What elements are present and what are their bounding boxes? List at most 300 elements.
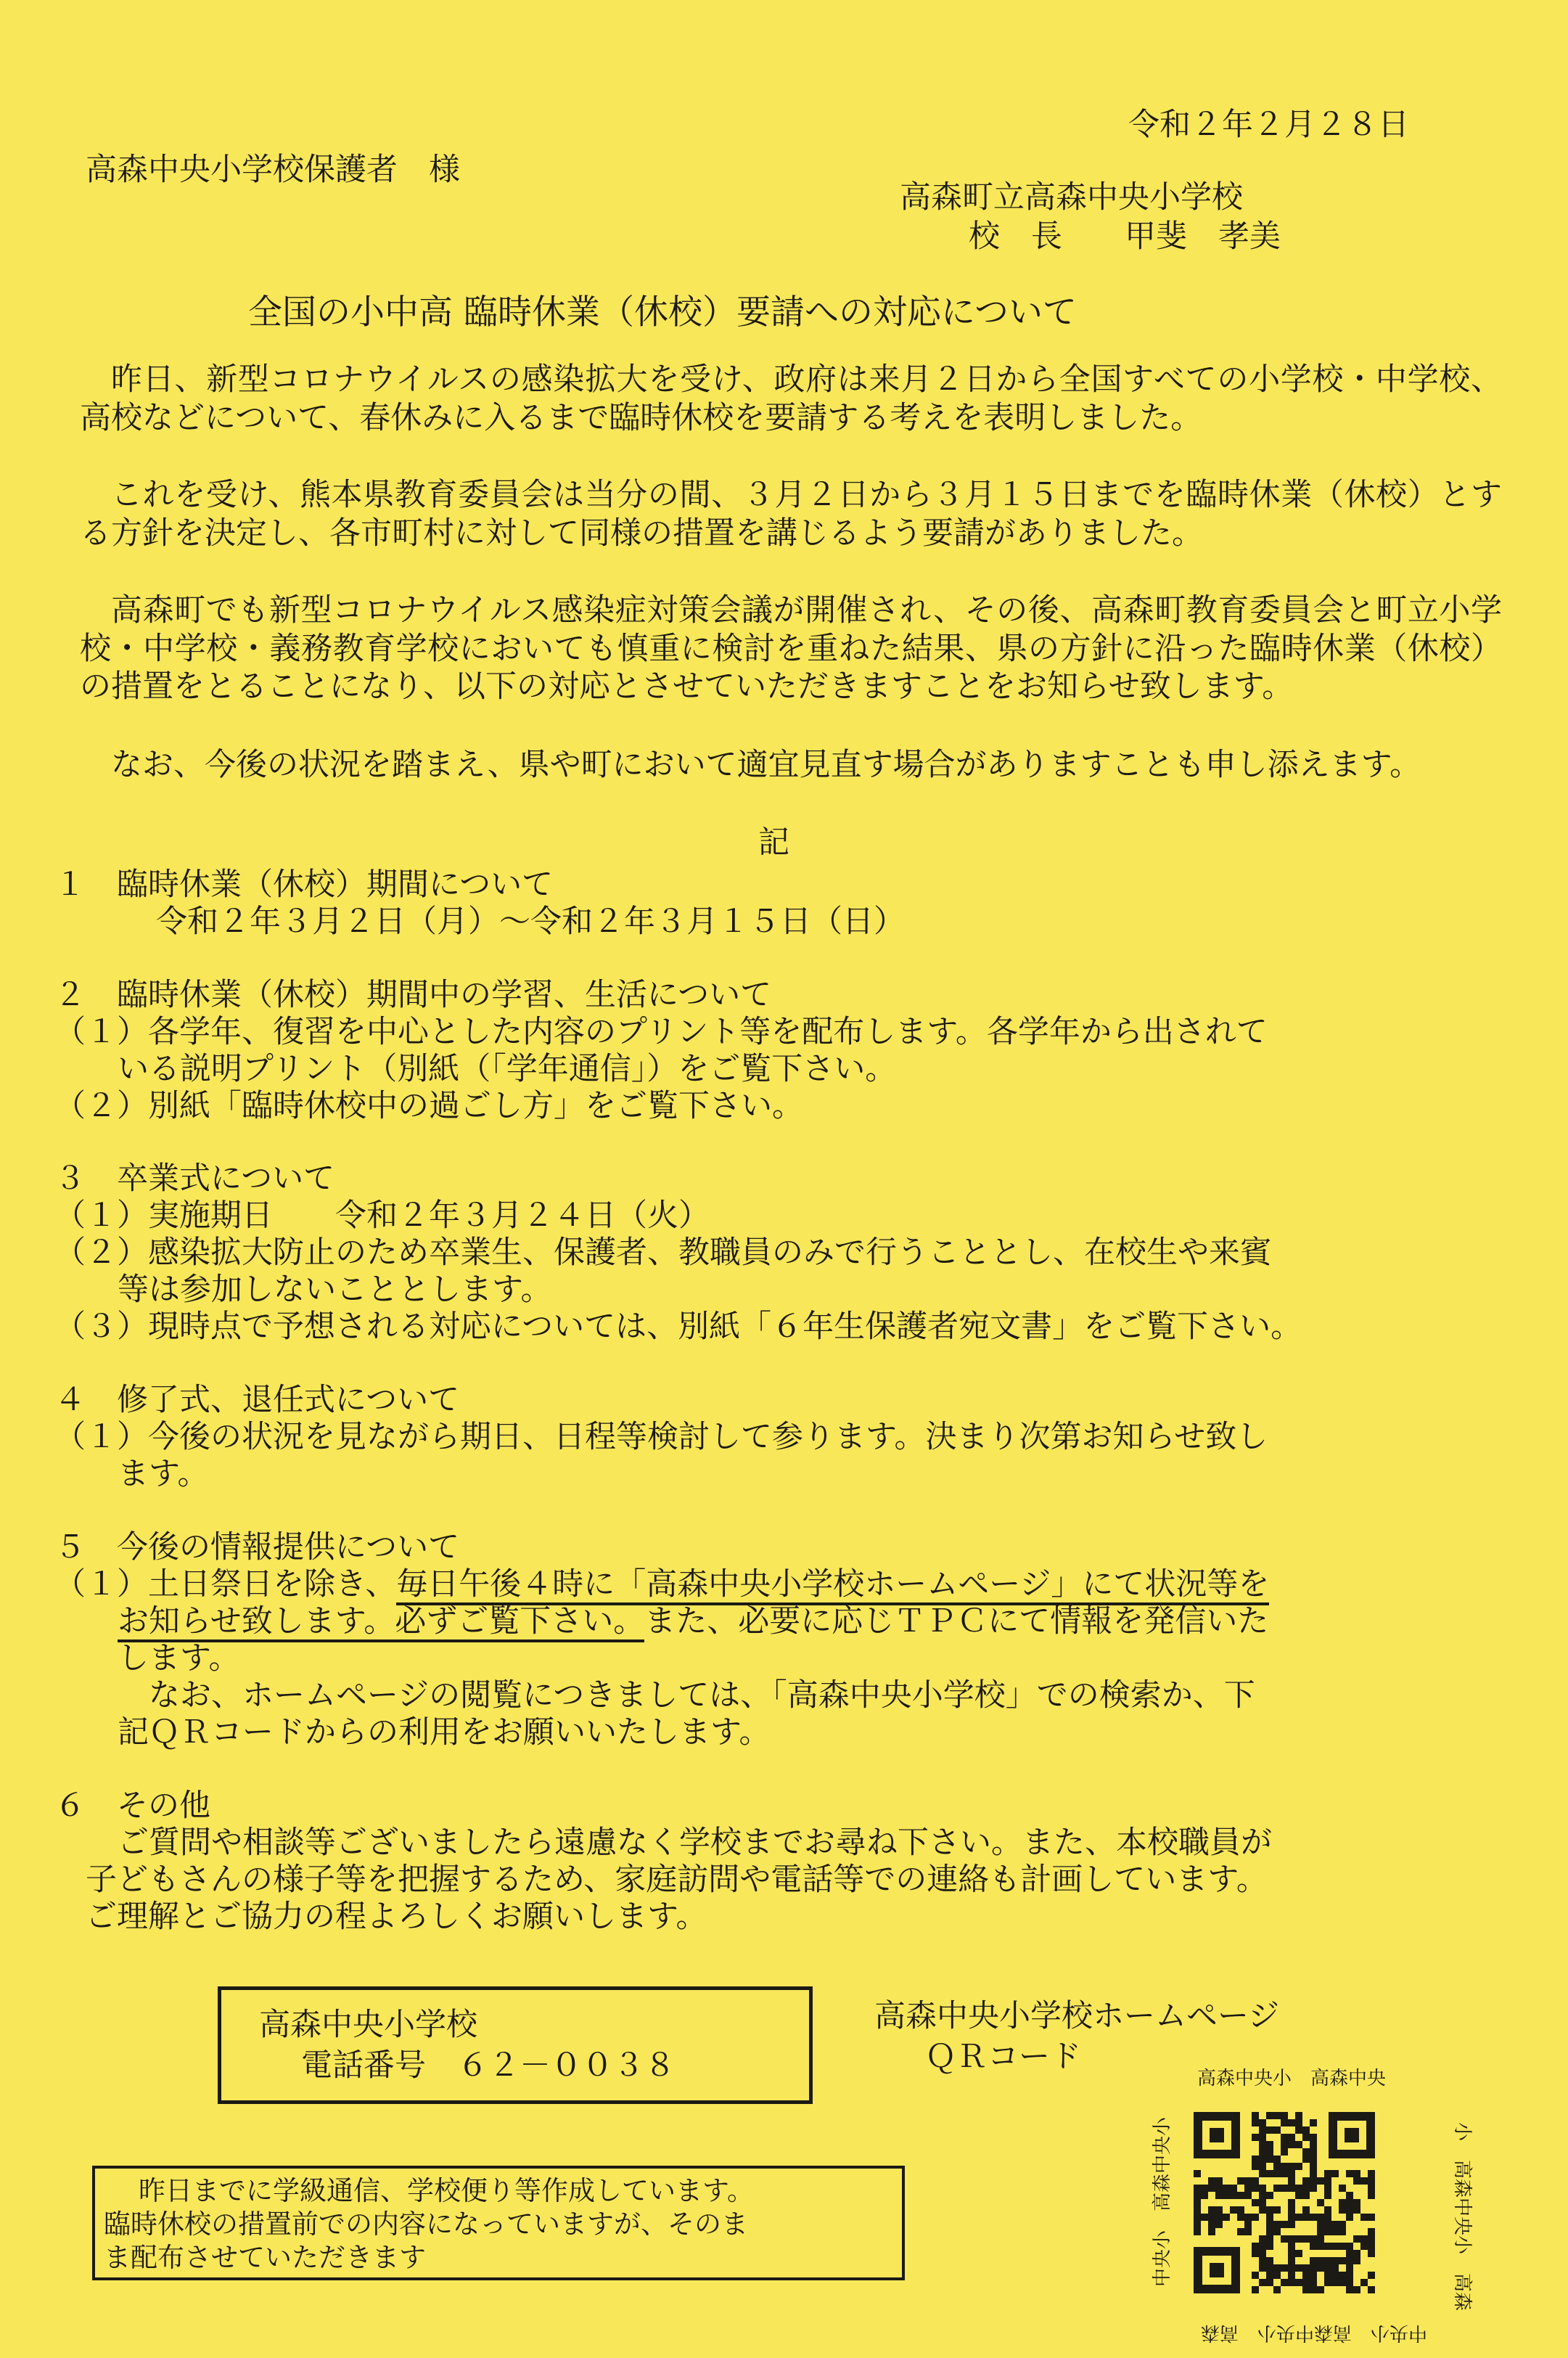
qr-module [1368,2214,1375,2221]
qr-stamp-bottom: 中央小 高森中央小 高森 [1201,2322,1428,2343]
qr-module [1295,2235,1302,2243]
qr-module [1273,2206,1281,2214]
qr-module [1244,2228,1252,2235]
qr-module [1288,2264,1295,2272]
qr-module [1215,2177,1223,2185]
qr-module [1295,2192,1302,2199]
qr-module [1208,2185,1215,2192]
qr-module [1339,2243,1346,2250]
qr-stamp-top: 高森中央小 高森中央 [1197,2068,1387,2089]
qr-module [1310,2214,1317,2221]
qr-module [1252,2163,1259,2170]
section-3-item-2-line-2: 等は参加しないこととします。 [118,1272,552,1308]
qr-module [1331,2243,1339,2250]
qr-module [1259,2199,1266,2206]
qr-module [1266,2228,1273,2235]
qr-module [1288,2185,1295,2192]
qr-module [1194,2214,1201,2221]
qr-module [1295,2163,1302,2170]
qr-module [1317,2221,1324,2228]
qr-module [1252,2119,1259,2126]
qr-module [1281,2185,1288,2192]
sender-principal: 校 長 甲斐 孝美 [969,218,1281,255]
qr-module [1194,2221,1201,2228]
qr-stamp-left: 中央小 高森中央小 [1152,2116,1174,2288]
qr-module [1302,2177,1310,2185]
qr-module [1288,2221,1295,2228]
qr-module [1259,2156,1266,2163]
qr-module [1266,2206,1273,2214]
section-3-item-3: （３）現時点で予想される対応については、別紙「６年生保護者宛文書」をご覧下さい。 [54,1309,1302,1345]
qr-module [1237,2192,1244,2199]
qr-module [1302,2206,1310,2214]
qr-module [1331,2272,1339,2279]
qr-module [1266,2235,1273,2243]
qr-module [1208,2228,1215,2235]
section-5-line-3: します。 [118,1640,240,1677]
qr-module [1339,2199,1346,2206]
qr-module [1346,2286,1353,2293]
qr-module [1223,2185,1230,2192]
qr-module [1339,2206,1346,2214]
qr-module [1360,2235,1368,2243]
qr-module [1281,2163,1288,2170]
qr-module [1259,2170,1266,2177]
qr-module [1288,2206,1295,2214]
qr-module [1252,2134,1259,2141]
qr-module [1346,2192,1353,2199]
qr-module [1194,2185,1201,2192]
qr-module [1266,2214,1273,2221]
qr-module [1259,2264,1266,2272]
section-5-line-2-tail: また、必要に応じＴＰＣにて情報を発信いた [644,1603,1269,1639]
qr-module [1259,2134,1266,2141]
qr-module [1368,2235,1375,2243]
qr-module [1353,2286,1360,2293]
qr-module [1310,2185,1317,2192]
section-6-line-1: ご質問や相談等ございましたら遠慮なく学校までお尋ね下さい。また、本校職員が [118,1825,1272,1861]
qr-module [1259,2185,1266,2192]
notice-line-3: ま配布させていただきます [104,2242,426,2273]
qr-module [1194,2192,1201,2199]
qr-module [1324,2206,1331,2214]
qr-module [1288,2257,1295,2264]
qr-module [1266,2257,1273,2264]
qr-module [1201,2185,1208,2192]
section-6-line-3: ご理解とご協力の程よろしくお願いします。 [86,1899,707,1935]
qr-module [1288,2250,1295,2257]
section-4-item-1-line-1: （１）今後の状況を見ながら期日、日程等検討して参ります。決まり次第お知らせ致し [54,1419,1268,1455]
qr-module [1252,2199,1259,2206]
qr-module [1266,2272,1273,2279]
qr-module [1331,2170,1339,2177]
qr-module [1302,2235,1310,2243]
qr-module [1331,2221,1339,2228]
qr-module [1302,2264,1310,2272]
qr-module [1295,2250,1302,2257]
section-2-item-1-line-2: いる説明プリント（別紙（「学年通信」）をご覧下さい。 [118,1051,897,1087]
qr-module [1208,2221,1215,2228]
qr-module [1346,2257,1353,2264]
qr-module [1310,2163,1317,2170]
qr-module [1201,2192,1208,2199]
qr-module [1324,2221,1331,2228]
qr-module [1259,2250,1266,2257]
qr-module [1266,2148,1273,2156]
qr-module [1273,2272,1281,2279]
qr-module [1324,2279,1331,2286]
qr-module [1324,2214,1331,2221]
qr-module [1302,2148,1310,2156]
qr-module [1324,2170,1331,2177]
qr-module [1223,2214,1230,2221]
section-2-item-1-line-1: （１）各学年、復習を中心とした内容のプリント等を配布します。各学年から出されて [54,1014,1268,1050]
qr-module [1346,2199,1353,2206]
section-5-line-4: なお、ホームページの閲覧につきましては、「高森中央小学校」での検索か、下 [149,1677,1255,1714]
qr-module [1310,2119,1317,2126]
qr-module [1273,2264,1281,2272]
qr-module [1302,2134,1310,2141]
qr-module [1273,2156,1281,2163]
qr-module [1215,2221,1223,2228]
qr-module [1281,2221,1288,2228]
page-title: 全国の小中高 臨時休業（休校）要請への対応について [248,292,1077,332]
section-5-line-5: 記ＱＲコードからの利用をお願いいたします。 [118,1714,771,1751]
qr-module [1368,2192,1375,2199]
qr-label: ＱＲコード [925,2039,1081,2075]
qr-module [1310,2141,1317,2148]
qr-module [1237,2177,1244,2185]
qr-module [1310,2257,1317,2264]
qr-module [1201,2214,1208,2221]
qr-code[interactable] [1128,2054,1474,2351]
qr-module [1331,2264,1339,2272]
qr-module [1237,2228,1244,2235]
qr-module [1368,2286,1375,2293]
qr-module [1324,2177,1331,2185]
section-3-item-2-line-1: （２）感染拡大防止のため卒業生、保護者、教職員のみで行うこととし、在校生や来賓 [54,1235,1271,1271]
ki-marker: 記 [758,824,789,861]
qr-module [1302,2156,1310,2163]
qr-module [1215,2214,1223,2221]
qr-module [1288,2272,1295,2279]
qr-module [1302,2185,1310,2192]
qr-module [1273,2112,1281,2119]
qr-module [1266,2112,1273,2119]
qr-module [1324,2192,1331,2199]
qr-module [1252,2185,1259,2192]
qr-module [1266,2170,1273,2177]
qr-module [1353,2257,1360,2264]
qr-module [1273,2163,1281,2170]
qr-module [1281,2112,1288,2119]
qr-module [1310,2243,1317,2250]
section-3-heading: ３ 卒業式について [54,1160,335,1197]
qr-module [1317,2235,1324,2243]
qr-module [1331,2257,1339,2264]
qr-module [1346,2279,1353,2286]
qr-module [1331,2228,1339,2235]
section-5-line-1 [54,1565,1269,1603]
qr-module [1302,2272,1310,2279]
qr-module [1331,2279,1339,2286]
qr-module [1353,2250,1360,2257]
qr-module [1317,2177,1324,2185]
qr-module [1273,2286,1281,2293]
document-date: 令和２年２月２８日 [1128,107,1409,143]
qr-module [1252,2112,1259,2119]
qr-module [1259,2119,1266,2126]
qr-module [1281,2134,1288,2141]
qr-module [1310,2134,1317,2141]
qr-module [1360,2214,1368,2221]
qr-module [1368,2185,1375,2192]
notice-line-2: 臨時休校の措置前での内容になっていますが、そのま [104,2208,748,2240]
qr-module [1288,2177,1295,2185]
qr-module [1230,2192,1237,2199]
section-6-heading: ６ その他 [54,1788,210,1824]
qr-module [1360,2177,1368,2185]
qr-module [1339,2272,1346,2279]
qr-module [1368,2170,1375,2177]
qr-module [1368,2243,1375,2250]
section-5-heading: ５ 今後の情報提供について [54,1529,460,1565]
qr-module [1346,2264,1353,2272]
sender-school: 高森町立高森中央小学校 [900,179,1243,216]
qr-module [1215,2206,1223,2214]
qr-finder-bottom-left [1194,2247,1240,2293]
notice-line-1: 昨日までに学級通信、学校便り等作成しています。 [139,2175,755,2206]
qr-module [1273,2170,1281,2177]
qr-module [1259,2126,1266,2134]
qr-module [1230,2185,1237,2192]
qr-module [1252,2250,1259,2257]
qr-module [1259,2192,1266,2199]
qr-module [1353,2206,1360,2214]
qr-module [1295,2112,1302,2119]
homepage-label: 高森中央小学校ホームページ [874,1998,1280,2034]
qr-module [1252,2214,1259,2221]
qr-finder-top-right [1329,2112,1375,2158]
qr-module [1252,2286,1259,2293]
qr-module [1288,2163,1295,2170]
section-5-line-1-lead: （１）土日祭日を除き、 [54,1566,397,1602]
qr-module [1346,2206,1353,2214]
qr-module [1266,2156,1273,2163]
qr-module [1259,2235,1266,2243]
qr-module [1302,2126,1310,2134]
qr-module [1310,2177,1317,2185]
qr-module [1252,2243,1259,2250]
qr-module [1244,2214,1252,2221]
qr-module [1252,2177,1259,2185]
qr-module [1353,2235,1360,2243]
section-1-heading: １ 臨時休業（休校）期間について [54,867,554,903]
qr-module [1252,2272,1259,2279]
qr-module [1237,2206,1244,2214]
section-4-item-1-line-2: ます。 [118,1456,209,1492]
qr-stamp-right: 小 高森中央小 高森 [1451,2121,1474,2312]
qr-module [1244,2185,1252,2192]
qr-module [1194,2228,1201,2235]
qr-module [1368,2177,1375,2185]
qr-module [1346,2214,1353,2221]
qr-module [1288,2134,1295,2141]
intro-paragraph-2: これを受け、熊本県教育委員会は当分の間、３月２日から３月１５日までを臨時休業（休校）とする方針を決定し、各市町村に対して同様の措置を講じるよう要請がありました。 [80,477,1502,552]
qr-module [1295,2141,1302,2148]
contact-box [218,1986,813,2104]
qr-module [1310,2148,1317,2156]
qr-module [1295,2126,1302,2134]
qr-module [1288,2119,1295,2126]
qr-module [1215,2192,1223,2199]
section-1-period: 令和２年３月２日（月）～令和２年３月１５日（日） [156,904,905,940]
intro-paragraph-4: なお、今後の状況を踏まえ、県や町において適宜見直す場合がありますことも申し添えます。 [111,747,1421,783]
qr-module [1259,2279,1266,2286]
qr-module [1295,2185,1302,2192]
qr-module [1266,2264,1273,2272]
qr-module [1324,2257,1331,2264]
contact-school-name: 高森中央小学校 [259,2007,477,2043]
qr-module [1288,2170,1295,2177]
qr-module [1317,2286,1324,2293]
qr-module [1281,2264,1288,2272]
qr-module [1310,2235,1317,2243]
qr-finder-top-left [1194,2112,1240,2158]
qr-module [1310,2170,1317,2177]
qr-module [1266,2221,1273,2228]
qr-module [1208,2177,1215,2185]
qr-module [1302,2279,1310,2286]
intro-paragraph-1: 昨日、新型コロナウイルスの感染拡大を受け、政府は来月２日から全国すべての小学校・中学校、高校などについて、春休みに入るまで臨時休校を要請する考えを表明しました。 [80,361,1502,436]
qr-module [1259,2163,1266,2170]
qr-module [1223,2192,1230,2199]
qr-module [1295,2119,1302,2126]
qr-module [1324,2264,1331,2272]
qr-module [1288,2235,1295,2243]
qr-module [1360,2279,1368,2286]
qr-module [1295,2279,1302,2286]
qr-module [1288,2141,1295,2148]
qr-module [1259,2141,1266,2148]
qr-module [1346,2170,1353,2177]
qr-module [1310,2279,1317,2286]
qr-module [1281,2279,1288,2286]
qr-module [1324,2228,1331,2235]
qr-module [1194,2206,1201,2214]
qr-module [1339,2221,1346,2228]
qr-module [1295,2214,1302,2221]
qr-module [1208,2214,1215,2221]
section-5-underlined-notice: 毎日午後４時に「高森中央小学校ホームページ」にて状況等を [396,1566,1269,1605]
section-6-line-2: 子どもさんの様子等を把握するため、家庭訪問や電話等での連絡も計画しています。 [86,1862,1268,1898]
qr-module [1339,2185,1346,2192]
qr-module [1353,2170,1360,2177]
qr-module [1324,2185,1331,2192]
qr-module [1266,2279,1273,2286]
qr-module [1295,2264,1302,2272]
qr-module [1266,2141,1273,2148]
qr-module [1244,2221,1252,2228]
notice-box [92,2166,905,2280]
qr-module [1230,2206,1237,2214]
qr-module [1266,2192,1273,2199]
qr-module [1281,2148,1288,2156]
qr-module [1317,2243,1324,2250]
qr-module [1339,2257,1346,2264]
qr-module [1324,2272,1331,2279]
qr-module [1281,2141,1288,2148]
qr-module [1259,2206,1266,2214]
qr-module [1266,2126,1273,2134]
qr-module [1324,2243,1331,2250]
section-3-item-1: （１）実施期日 令和２年３月２４日（火） [54,1198,710,1234]
intro-paragraph-3: 高森町でも新型コロナウイルス感染症対策会議が開催され、その後、高森町教育委員会と町立小学校・中学校・義務教育学校においても慎重に検討を重ねた結果、県の方針に沿った臨時休業（休校）の措置をとることになり、以下の対応とさせていただきますことをお知らせ致します。 [80,592,1502,705]
qr-module [1346,2272,1353,2279]
section-5-underlined-request: お知らせ致します。必ずご覧下さい。 [118,1603,644,1642]
section-2-heading: ２ 臨時休業（休校）期間中の学習、生活について [54,977,772,1013]
qr-module [1252,2156,1259,2163]
qr-module [1288,2279,1295,2286]
qr-module [1259,2148,1266,2156]
qr-module [1368,2272,1375,2279]
qr-module [1310,2272,1317,2279]
qr-module [1368,2250,1375,2257]
qr-module [1237,2214,1244,2221]
qr-module [1273,2228,1281,2235]
qr-module [1266,2243,1273,2250]
qr-module [1273,2185,1281,2192]
recipient: 高森中央小学校保護者 様 [86,152,460,188]
qr-module [1317,2264,1324,2272]
qr-module [1281,2119,1288,2126]
qr-module [1302,2286,1310,2293]
qr-module [1353,2199,1360,2206]
qr-module [1194,2170,1201,2177]
qr-module [1288,2243,1295,2250]
qr-module [1194,2199,1201,2206]
qr-module [1273,2126,1281,2134]
qr-module [1244,2177,1252,2185]
qr-module [1288,2199,1295,2206]
section-2-item-2: （２）別紙「臨時休校中の過ごし方」をご覧下さい。 [54,1088,803,1124]
qr-module [1302,2214,1310,2221]
qr-module [1317,2257,1324,2264]
qr-module [1281,2170,1288,2177]
qr-module [1339,2228,1346,2235]
qr-module [1302,2192,1310,2199]
qr-module [1244,2192,1252,2199]
qr-module [1310,2286,1317,2293]
qr-module [1353,2177,1360,2185]
qr-module [1317,2199,1324,2206]
qr-module [1281,2235,1288,2243]
qr-module [1317,2214,1324,2221]
qr-module [1208,2206,1215,2214]
qr-module [1346,2250,1353,2257]
qr-module [1273,2221,1281,2228]
qr-module [1259,2243,1266,2250]
qr-module [1288,2214,1295,2221]
qr-module [1310,2156,1317,2163]
qr-module [1360,2243,1368,2250]
qr-module [1310,2264,1317,2272]
qr-module [1368,2228,1375,2235]
qr-module [1259,2257,1266,2264]
qr-matrix [1194,2112,1375,2293]
section-4-heading: ４ 修了式、退任式について [54,1382,460,1418]
contact-phone: 電話番号 ６２－００３８ [301,2047,676,2084]
